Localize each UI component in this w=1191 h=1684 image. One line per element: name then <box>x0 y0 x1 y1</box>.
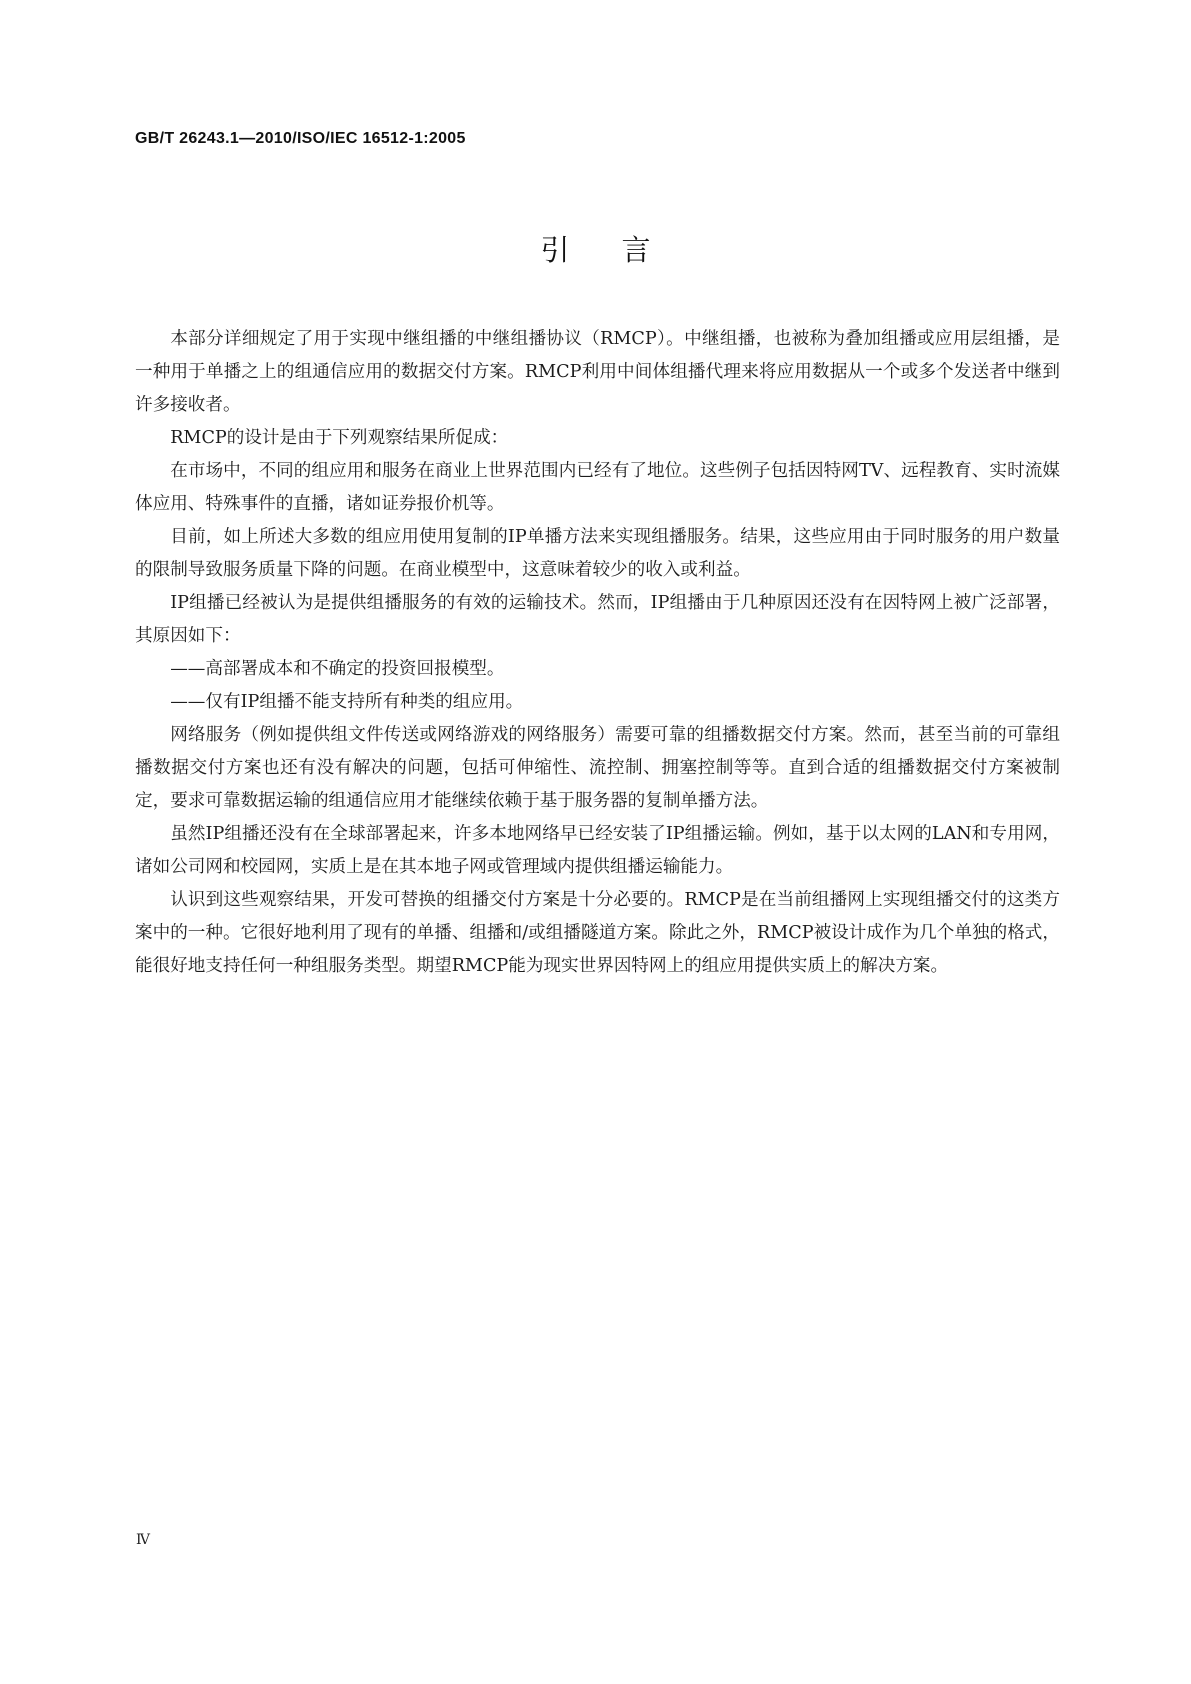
paragraph: 虽然IP组播还没有在全球部署起来，许多本地网络早已经安装了IP组播运输。例如，基于以太网的LAN和专用网，诸如公司网和校园网，实质上是在其本地子网或管理域内提供组播运输能力。 <box>135 824 1060 877</box>
paragraph: 认识到这些观察结果，开发可替换的组播交付方案是十分必要的。RMCP是在当前组播网上实现组播交付的这类方案中的一种。它很好地利用了现有的单播、组播和/或组播隧道方案。除此之外，RMCP被设计成作为几个单独的格式，能很好地支持任何一种组服务类型。期望RMCP能为现实世界因特网上的组应用提供实质上的解决方案。 <box>135 890 1060 976</box>
introduction-body <box>135 323 1060 983</box>
page-number: Ⅳ <box>136 1532 150 1548</box>
list-item: ——高部署成本和不确定的投资回报模型。 <box>170 659 505 679</box>
paragraph: 网络服务（例如提供组文件传送或网络游戏的网络服务）需要可靠的组播数据交付方案。然而，甚至当前的可靠组播数据交付方案也还有没有解决的问题，包括可伸缩性、流控制、拥塞控制等等。直到合适的组播数据交付方案被制定，要求可靠数据运输的组通信应用才能继续依赖于基于服务器的复制单播方法。 <box>135 725 1060 811</box>
paragraph: IP组播已经被认为是提供组播服务的有效的运输技术。然而，IP组播由于几种原因还没有在因特网上被广泛部署，其原因如下： <box>135 593 1060 646</box>
paragraph: 在市场中，不同的组应用和服务在商业上世界范围内已经有了地位。这些例子包括因特网TV、远程教育、实时流媒体应用、特殊事件的直播，诸如证券报价机等。 <box>135 461 1060 514</box>
list-item: ——仅有IP组播不能支持所有种类的组应用。 <box>170 692 524 712</box>
standard-code-header: GB/T 26243.1—2010/ISO/IEC 16512-1:2005 <box>135 130 466 147</box>
paragraph: 本部分详细规定了用于实现中继组播的中继组播协议（RMCP）。中继组播，也被称为叠加组播或应用层组播，是一种用于单播之上的组通信应用的数据交付方案。RMCP利用中间体组播代理来将应用数据从一个或多个发送者中继到许多接收者。 <box>135 329 1060 415</box>
page-title: 引言 <box>540 233 703 267</box>
paragraph: 目前，如上所述大多数的组应用使用复制的IP单播方法来实现组播服务。结果，这些应用由于同时服务的用户数量的限制导致服务质量下降的问题。在商业模型中，这意味着较少的收入或利益。 <box>135 527 1060 580</box>
paragraph: RMCP的设计是由于下列观察结果所促成： <box>170 428 509 448</box>
